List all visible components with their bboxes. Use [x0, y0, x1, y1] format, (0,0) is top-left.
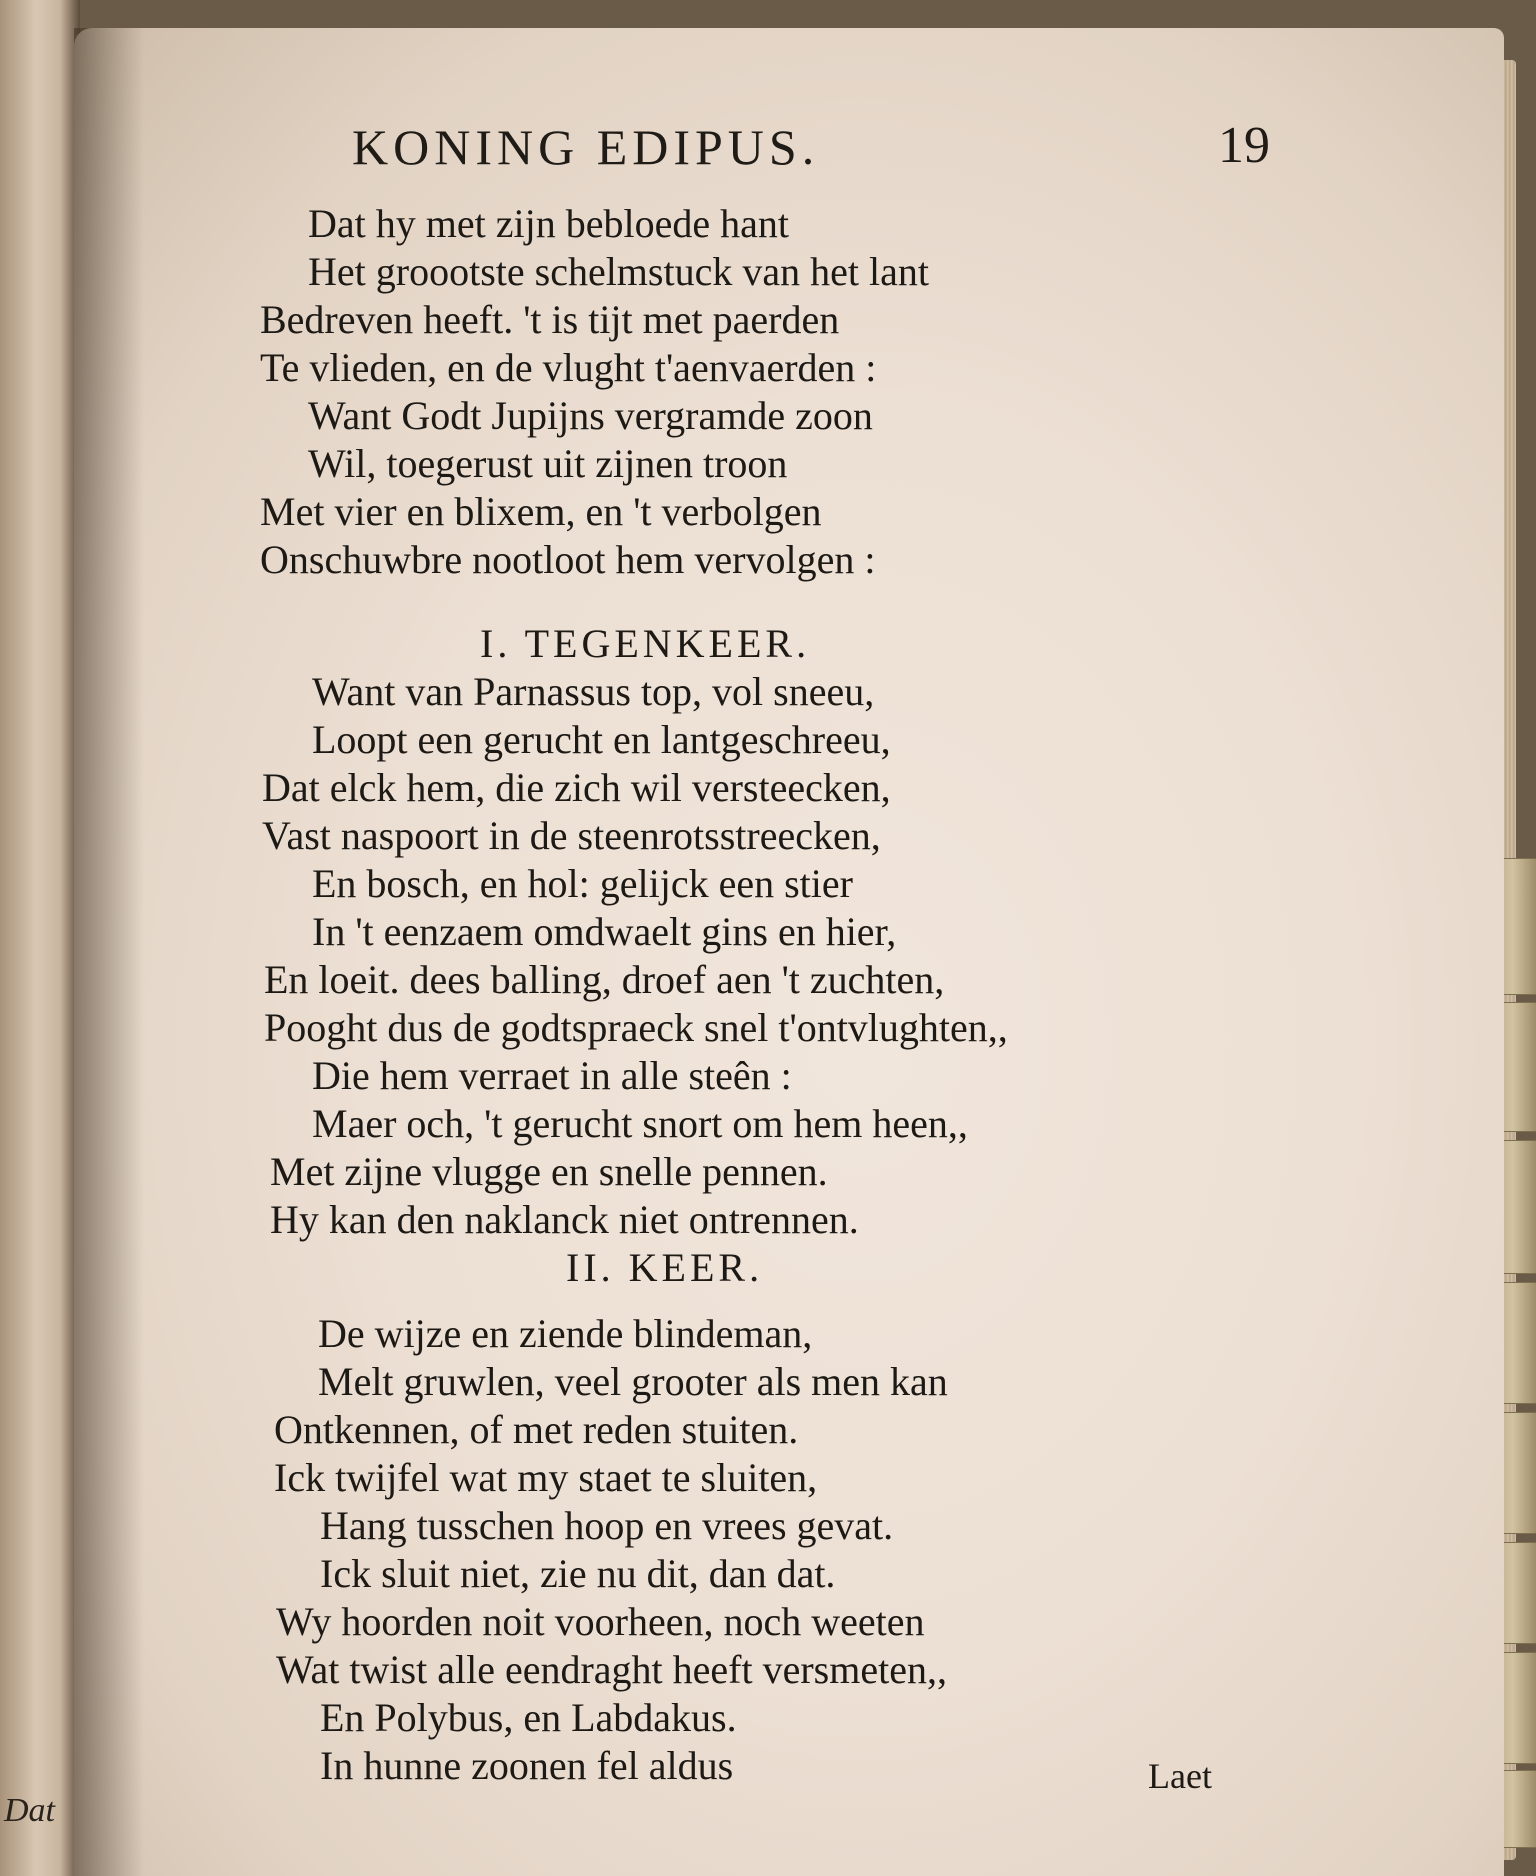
section-heading: II. KEER.: [566, 1245, 764, 1290]
section-heading: I. TEGENKEER.: [480, 621, 811, 666]
verse-line: En Polybus, en Labdakus.: [320, 1695, 737, 1740]
running-title: KONING EDIPUS.: [352, 119, 820, 175]
verse-line: Melt gruwlen, veel grooter als men kan: [318, 1359, 948, 1404]
verse-line: Met zijne vlugge en snelle pennen.: [270, 1149, 828, 1194]
verse-line: Die hem verraet in alle steên :: [312, 1053, 792, 1098]
previous-page-edge: [0, 0, 80, 1876]
verse-line: Te vlieden, en de vlught t'aenvaerden :: [260, 345, 877, 390]
verse-line: Wy hoorden noit voorheen, noch weeten: [276, 1599, 925, 1644]
verse-line: En loeit. dees balling, droef aen 't zuchten,: [264, 957, 945, 1002]
verse-line: Vast naspoort in de steenrotsstreecken,: [262, 813, 881, 858]
verse-line: Met vier en blixem, en 't verbolgen: [260, 489, 822, 534]
verse-line: Hy kan den naklanck niet ontrennen.: [270, 1197, 859, 1242]
verse-line: Ick twijfel wat my staet te sluiten,: [274, 1455, 818, 1500]
page-number: 19: [1218, 117, 1270, 174]
verse-line: Hang tusschen hoop en vrees gevat.: [320, 1503, 894, 1548]
verse-line: Wil, toegerust uit zijnen troon: [308, 441, 788, 486]
verse-line: Wat twist alle eendraght heeft versmeten,,: [276, 1647, 947, 1692]
verse-line: Het groootste schelmstuck van het lant: [308, 249, 929, 294]
verse-line: Ick sluit niet, zie nu dit, dan dat.: [320, 1551, 836, 1596]
verse-line: In 't eenzaem omdwaelt gins en hier,: [312, 909, 897, 954]
verse-line: Dat elck hem, die zich wil versteecken,: [262, 765, 891, 810]
verse-line: Ontkennen, of met reden stuiten.: [274, 1407, 799, 1452]
verse-line: Loopt een gerucht en lantgeschreeu,: [312, 717, 891, 762]
verse-line: Bedreven heeft. 't is tijt met paerden: [260, 297, 840, 342]
verse-line: Want Godt Jupijns vergramde zoon: [308, 393, 873, 438]
verse-line: Pooght dus de godtspraeck snel t'ontvlughten,,: [264, 1005, 1008, 1050]
verse-line: En bosch, en hol: gelijck een stier: [312, 861, 853, 906]
spine-shadow: [74, 28, 144, 1876]
verse-line: Want van Parnassus top, vol sneeu,: [312, 669, 875, 714]
verse-line: Maer och, 't gerucht snort om hem heen,,: [312, 1101, 968, 1146]
verse-line: Dat hy met zijn bebloede hant: [308, 201, 789, 246]
verse-line: In hunne zoonen fel aldus: [320, 1743, 734, 1788]
previous-page-catchword: Dat: [4, 1792, 55, 1829]
verse-line: Onschuwbre nootloot hem vervolgen :: [260, 537, 876, 582]
catchword: Laet: [1148, 1756, 1212, 1796]
verse-line: De wijze en ziende blindeman,: [318, 1311, 813, 1356]
